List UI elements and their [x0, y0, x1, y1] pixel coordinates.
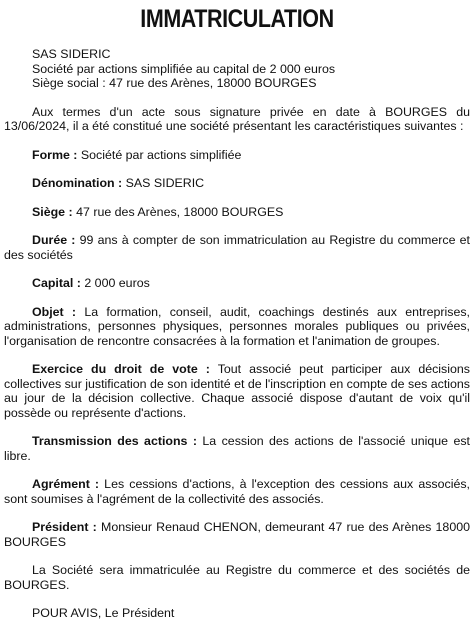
field-siege-label: Siège : — [32, 204, 73, 219]
field-president-value: Monsieur Renaud CHENON, demeurant 47 rue des Arènes 18000 BOURGES — [4, 520, 470, 549]
field-agrement — [4, 477, 470, 506]
field-president-label: Président : — [32, 520, 97, 534]
field-transmission — [4, 434, 470, 463]
closing-paragraph: La Société sera immatriculée au Registre du commerce et des sociétés de BOURGES. — [4, 563, 470, 592]
signature: POUR AVIS, Le Président — [32, 606, 175, 620]
field-duree — [4, 233, 470, 262]
field-vote-value: Tout associé peut participer aux décisions collectives sur justification de son identité et de l'inscription en compte de ses actions au jour de la décision collective. Chaque associé dispose d'autant de voix qu'il possède ou représente d'actions. — [4, 362, 470, 420]
company-header — [4, 47, 470, 91]
field-president — [4, 520, 470, 549]
field-objet-value: La formation, conseil, audit, coachings destinés aux entreprises, administrations, personnes physiques, personnes morales publiques ou privées, l'organisation de rencontre consacrées à la formation et l'animation de groupes. — [4, 304, 470, 348]
field-agrement-value: Les cessions d'actions, à l'exception des cessions aux associés, sont soumises à l'agrément de la collectivité des associés. — [4, 477, 470, 506]
field-transmission-label: Transmission des actions : — [32, 434, 197, 448]
field-capital — [4, 276, 470, 291]
intro-paragraph: Aux termes d'un acte sous signature privée en date à BOURGES du 13/06/2024, il a été constitué une société présentant les caractéristiques suivantes : — [4, 104, 470, 133]
field-denomination — [4, 176, 470, 191]
field-forme-value: Société par actions simplifiée — [80, 147, 242, 162]
field-vote — [4, 362, 470, 420]
field-duree-label: Durée : — [32, 233, 76, 247]
field-siege-value: 47 rue des Arènes, 18000 BOURGES — [76, 204, 284, 219]
notice-title: IMMATRICULATION — [140, 5, 334, 33]
company-name: SAS SIDERIC — [32, 47, 111, 61]
field-agrement-label: Agrément : — [32, 477, 100, 491]
company-registered-office: Siège social : 47 rue des Arènes, 18000 BOURGES — [32, 76, 317, 90]
field-capital-value: 2 000 euros — [84, 276, 150, 290]
field-denomination-value: SAS SIDERIC — [125, 176, 205, 190]
field-duree-value: 99 ans à compter de son immatriculation au Registre du commerce et des sociétés — [4, 233, 470, 262]
company-type: Société par actions simplifiée au capital de 2 000 euros — [32, 61, 336, 76]
field-denomination-label: Dénomination : — [32, 176, 123, 190]
field-forme — [4, 148, 470, 163]
field-objet — [4, 305, 470, 349]
field-objet-label: Objet : — [32, 304, 77, 319]
field-vote-label: Exercice du droit de vote : — [32, 362, 210, 376]
field-transmission-value: La cession des actions de l'associé unique est libre. — [4, 434, 470, 463]
field-capital-label: Capital : — [32, 276, 81, 290]
field-forme-label: Forme : — [32, 147, 78, 162]
field-siege — [4, 205, 470, 220]
